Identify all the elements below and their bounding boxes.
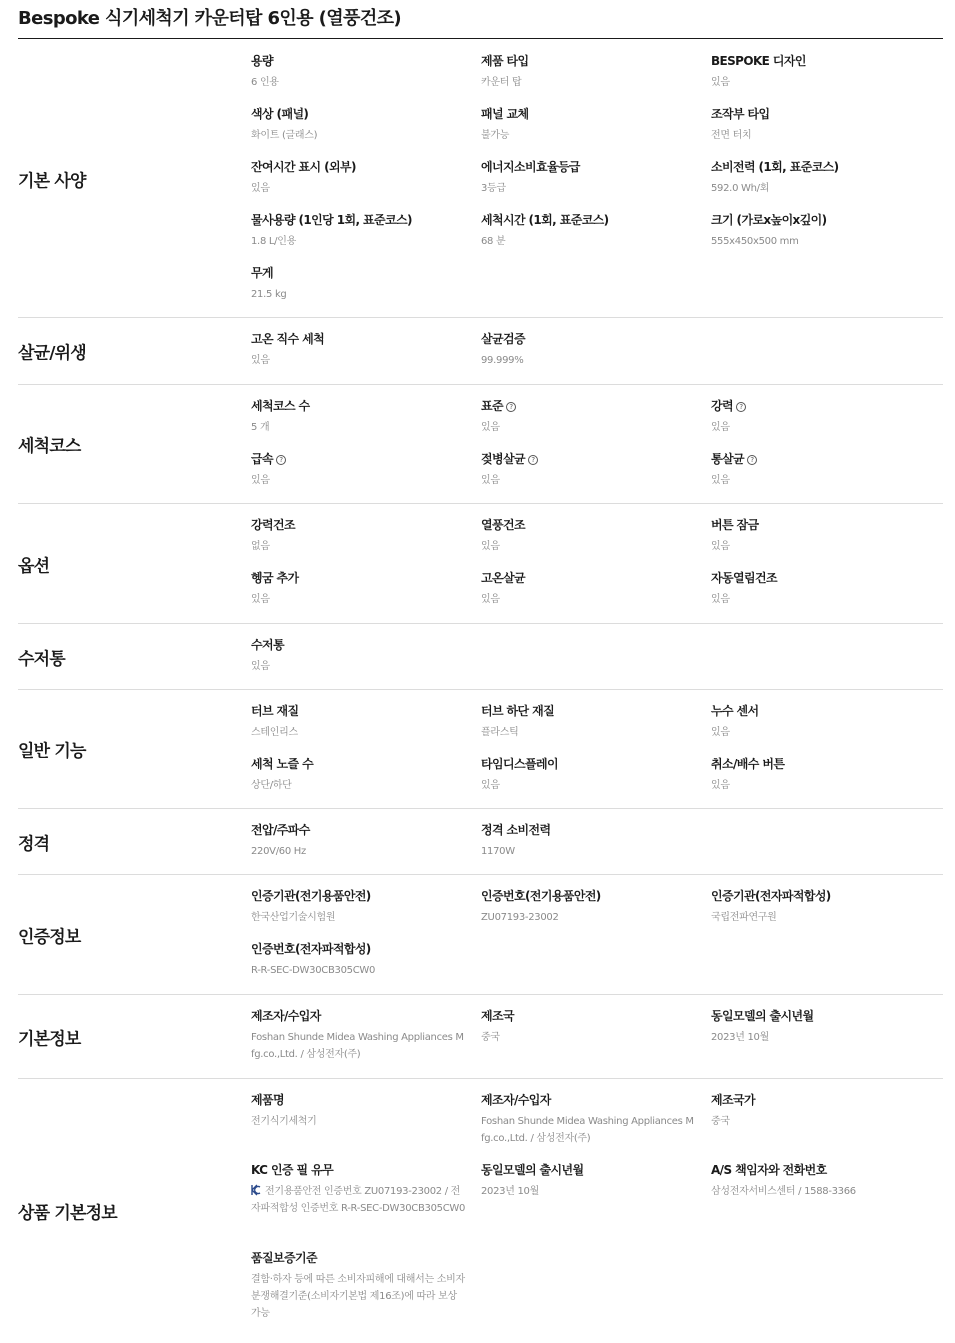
spec-label xyxy=(481,331,696,347)
spec-value xyxy=(251,591,466,608)
spec-label-text: 세척코스 수 xyxy=(251,399,310,413)
spec-label-text: 헹굼 추가 xyxy=(251,571,299,585)
spec-value-text: 중국 xyxy=(711,1116,730,1127)
spec-label xyxy=(481,517,696,533)
spec-label-text: 취소/배수 버튼 xyxy=(711,757,785,771)
spec-section-10 xyxy=(18,1079,943,1343)
spec-label xyxy=(251,570,466,586)
spec-value xyxy=(481,1183,696,1200)
spec-label-text: 무게 xyxy=(251,266,273,280)
spec-label-text: 수저통 xyxy=(251,638,284,652)
spec-label xyxy=(711,106,926,122)
spec-label xyxy=(711,517,926,533)
spec-value xyxy=(481,724,696,741)
spec-value-text: 592.0 Wh/회 xyxy=(711,183,770,194)
spec-item xyxy=(251,1092,466,1130)
spec-value xyxy=(251,777,466,794)
spec-label xyxy=(251,1008,466,1024)
spec-value xyxy=(711,1183,926,1200)
spec-value xyxy=(251,962,466,979)
spec-item xyxy=(481,1162,696,1200)
spec-value-text: 있음 xyxy=(711,727,730,738)
spec-label xyxy=(251,703,466,719)
spec-label xyxy=(711,570,926,586)
spec-label xyxy=(481,398,696,414)
spec-item xyxy=(711,517,926,555)
spec-label-text: 용량 xyxy=(251,54,273,68)
spec-value xyxy=(251,127,466,144)
spec-label xyxy=(251,941,466,957)
spec-label xyxy=(481,451,696,467)
spec-label xyxy=(251,517,466,533)
spec-value xyxy=(251,1271,466,1322)
spec-label-text: 동일모델의 출시년월 xyxy=(711,1009,814,1023)
help-icon[interactable]: ? xyxy=(276,455,286,465)
spec-label-text: 인증기관(전기용품안전) xyxy=(251,889,371,903)
spec-label-text: 고온살균 xyxy=(481,571,525,585)
spec-value-text: 있음 xyxy=(711,475,730,486)
spec-label-text: 정격 소비전력 xyxy=(481,823,551,837)
spec-value-text: 전기식기세척기 xyxy=(251,1116,317,1127)
spec-label-text: 누수 센서 xyxy=(711,704,759,718)
spec-value-text: 2023년 10월 xyxy=(711,1032,769,1043)
spec-value-text: 있음 xyxy=(481,541,500,552)
spec-label-text: 제조국 xyxy=(481,1009,514,1023)
spec-value-text: 있음 xyxy=(251,475,270,486)
spec-item xyxy=(481,106,696,144)
spec-label-text: 고온 직수 세척 xyxy=(251,332,325,346)
spec-item xyxy=(481,331,696,369)
spec-item xyxy=(711,1008,926,1046)
spec-value xyxy=(481,419,696,436)
spec-value xyxy=(251,286,466,303)
spec-value xyxy=(711,591,926,608)
spec-value xyxy=(711,909,926,926)
spec-item xyxy=(481,212,696,250)
spec-label-text: 열풍건조 xyxy=(481,518,525,532)
spec-label-text: 동일모델의 출시년월 xyxy=(481,1163,584,1177)
spec-label xyxy=(481,106,696,122)
spec-label xyxy=(481,570,696,586)
section-title: 정격 xyxy=(18,834,50,854)
spec-value-text: 중국 xyxy=(481,1032,500,1043)
spec-value xyxy=(481,74,696,91)
spec-value-text: 있음 xyxy=(481,422,500,433)
spec-item xyxy=(251,1250,466,1322)
section-title: 상품 기본정보 xyxy=(18,1203,117,1224)
spec-label xyxy=(251,1162,466,1178)
spec-label-text: 인증번호(전자파적합성) xyxy=(251,942,371,956)
section-title: 살균/위생 xyxy=(18,343,86,364)
spec-value-text: 플라스틱 xyxy=(481,727,519,738)
spec-section-5 xyxy=(18,624,943,690)
spec-value xyxy=(481,591,696,608)
spec-label xyxy=(251,398,466,414)
spec-item xyxy=(481,451,696,489)
spec-value xyxy=(251,74,466,91)
spec-section-7 xyxy=(18,809,943,875)
spec-value xyxy=(251,1183,466,1217)
kc-certification-icon xyxy=(251,1184,261,1196)
spec-label-text: 터브 재질 xyxy=(251,704,299,718)
spec-value-text: 555x450x500 mm xyxy=(711,236,799,247)
section-title: 일반 기능 xyxy=(18,741,86,762)
spec-value xyxy=(711,1113,926,1130)
spec-item xyxy=(481,703,696,741)
spec-label-text: A/S 책임자와 전화번호 xyxy=(711,1163,827,1177)
spec-label xyxy=(251,822,466,838)
spec-value-text: 있음 xyxy=(711,594,730,605)
spec-value xyxy=(251,180,466,197)
spec-value xyxy=(481,180,696,197)
spec-value-text: 있음 xyxy=(251,594,270,605)
spec-value xyxy=(481,538,696,555)
help-icon[interactable]: ? xyxy=(736,402,746,412)
spec-item xyxy=(251,822,466,860)
spec-value xyxy=(711,180,926,197)
section-title: 기본정보 xyxy=(18,1029,81,1049)
spec-value-text: 2023년 10월 xyxy=(481,1186,539,1197)
spec-item xyxy=(251,53,466,91)
spec-value-text: 카운터 탑 xyxy=(481,77,522,88)
spec-label xyxy=(251,53,466,69)
spec-value xyxy=(711,777,926,794)
page-title: Bespoke 식기세척기 카운터탑 6인용 (열풍건조) xyxy=(18,8,402,29)
spec-label xyxy=(251,265,466,281)
spec-label-text: 통살균 xyxy=(711,452,744,466)
section-title: 세척코스 xyxy=(18,436,81,457)
spec-item xyxy=(251,212,466,250)
spec-value-text: 불가능 xyxy=(481,130,510,141)
spec-value xyxy=(481,777,696,794)
spec-value xyxy=(711,724,926,741)
spec-label xyxy=(711,756,926,772)
spec-item xyxy=(711,398,926,436)
spec-label-text: 표준 xyxy=(481,399,503,413)
spec-value-text: Foshan Shunde Midea Washing Appliances Mfg.co.,Ltd. / 삼성전자(주) xyxy=(251,1032,464,1060)
spec-label-text: 잔여시간 표시 (외부) xyxy=(251,160,356,174)
spec-item xyxy=(481,398,696,436)
spec-label xyxy=(481,888,696,904)
spec-label-text: 인증번호(전기용품안전) xyxy=(481,889,601,903)
spec-label xyxy=(251,106,466,122)
spec-label xyxy=(711,888,926,904)
spec-item xyxy=(251,888,466,926)
spec-item xyxy=(251,517,466,555)
title-divider xyxy=(18,38,943,39)
spec-item xyxy=(481,1092,696,1147)
spec-value-text: 있음 xyxy=(251,355,270,366)
spec-label-text: 살균검증 xyxy=(481,332,525,346)
spec-value xyxy=(251,472,466,489)
spec-label xyxy=(481,212,696,228)
spec-value xyxy=(481,127,696,144)
spec-label-text: KC 인증 필 유무 xyxy=(251,1163,334,1177)
spec-item xyxy=(711,570,926,608)
spec-item xyxy=(711,53,926,91)
spec-label xyxy=(481,1092,696,1108)
spec-value xyxy=(251,909,466,926)
section-title: 기본 사양 xyxy=(18,171,86,191)
spec-label xyxy=(481,703,696,719)
spec-label-text: 강력 xyxy=(711,399,733,413)
spec-label-text: 에너지소비효율등급 xyxy=(481,160,580,174)
spec-value-text: 1170W xyxy=(481,846,515,857)
spec-value xyxy=(251,843,466,860)
spec-value xyxy=(251,419,466,436)
spec-value xyxy=(711,74,926,91)
spec-label-text: 세척시간 (1회, 표준코스) xyxy=(481,213,609,227)
spec-label-text: 터브 하단 재질 xyxy=(481,704,555,718)
spec-label xyxy=(711,159,926,175)
spec-item xyxy=(711,1092,926,1130)
spec-value-text: 99.999% xyxy=(481,355,524,366)
spec-label xyxy=(481,756,696,772)
spec-value-text: 전기용품안전 인증번호 ZU07193-23002 / 전자파적합성 인증번호 R-R-SEC-DW30CB305CW0 xyxy=(251,1186,466,1214)
spec-value xyxy=(251,352,466,369)
spec-value-text: 스테인리스 xyxy=(251,727,298,738)
spec-value xyxy=(251,1113,466,1130)
spec-item xyxy=(711,212,926,250)
spec-value-text: 삼성전자서비스센터 / 1588-3366 xyxy=(711,1186,856,1197)
help-icon[interactable]: ? xyxy=(528,455,538,465)
spec-label-text: 버튼 잠금 xyxy=(711,518,759,532)
spec-label-text: 소비전력 (1회, 표준코스) xyxy=(711,160,839,174)
spec-value-text: 21.5 kg xyxy=(251,289,287,300)
spec-value-text: 68 분 xyxy=(481,236,506,247)
spec-value-text: 국립전파연구원 xyxy=(711,912,777,923)
spec-value xyxy=(481,909,696,926)
spec-value-text: ZU07193-23002 xyxy=(481,912,559,923)
spec-item xyxy=(251,1008,466,1063)
spec-item xyxy=(481,822,696,860)
spec-label-text: BESPOKE 디자인 xyxy=(711,54,806,68)
spec-label xyxy=(481,53,696,69)
spec-value xyxy=(251,538,466,555)
spec-item xyxy=(711,703,926,741)
help-icon[interactable]: ? xyxy=(747,455,757,465)
spec-label xyxy=(251,212,466,228)
spec-label xyxy=(251,637,466,653)
spec-section-3 xyxy=(18,385,943,504)
section-title: 옵션 xyxy=(18,556,50,576)
spec-value-text: 220V/60 Hz xyxy=(251,846,306,857)
spec-label xyxy=(251,159,466,175)
spec-value-text: Foshan Shunde Midea Washing Appliances Mfg.co.,Ltd. / 삼성전자(주) xyxy=(481,1116,694,1144)
spec-value-text: 있음 xyxy=(481,475,500,486)
spec-section-4 xyxy=(18,504,943,624)
spec-label xyxy=(711,212,926,228)
help-icon[interactable]: ? xyxy=(506,402,516,412)
spec-value-text: 있음 xyxy=(711,422,730,433)
spec-label xyxy=(251,1092,466,1108)
spec-value-text: 5 개 xyxy=(251,422,270,433)
spec-label xyxy=(251,756,466,772)
spec-label xyxy=(711,398,926,414)
spec-label-text: 세척 노즐 수 xyxy=(251,757,314,771)
spec-value xyxy=(481,233,696,250)
spec-item xyxy=(251,941,466,979)
spec-value xyxy=(481,1113,696,1147)
spec-value-text: 있음 xyxy=(481,780,500,791)
spec-value-text: 1.8 L/인용 xyxy=(251,236,296,247)
spec-label-text: 자동열림건조 xyxy=(711,571,777,585)
spec-label-text: 물사용량 (1인당 1회, 표준코스) xyxy=(251,213,412,227)
spec-value-text: 전면 터치 xyxy=(711,130,752,141)
spec-value xyxy=(251,233,466,250)
spec-value xyxy=(711,419,926,436)
spec-item xyxy=(711,159,926,197)
spec-value xyxy=(711,538,926,555)
spec-value xyxy=(481,352,696,369)
spec-label-text: 제조자/수입자 xyxy=(251,1009,321,1023)
spec-value-text: 없음 xyxy=(251,541,270,552)
spec-item xyxy=(251,1162,466,1217)
spec-item xyxy=(481,53,696,91)
spec-item xyxy=(251,159,466,197)
spec-label xyxy=(481,1162,696,1178)
spec-value xyxy=(711,1029,926,1046)
spec-item xyxy=(481,1008,696,1046)
spec-item xyxy=(251,756,466,794)
spec-item xyxy=(481,756,696,794)
spec-value xyxy=(711,233,926,250)
spec-label-text: 품질보증기준 xyxy=(251,1251,317,1265)
spec-section-1 xyxy=(18,40,943,318)
spec-item xyxy=(251,265,466,303)
spec-value xyxy=(251,1029,466,1063)
spec-section-6 xyxy=(18,690,943,809)
spec-item xyxy=(251,331,466,369)
spec-item xyxy=(251,570,466,608)
spec-section-2 xyxy=(18,318,943,385)
spec-value-text: 있음 xyxy=(711,77,730,88)
spec-label-text: 제품명 xyxy=(251,1093,284,1107)
spec-value-text: 있음 xyxy=(711,780,730,791)
spec-item xyxy=(251,106,466,144)
spec-item xyxy=(481,888,696,926)
spec-value-text: 한국산업기술시험원 xyxy=(251,912,336,923)
spec-value-text: R-R-SEC-DW30CB305CW0 xyxy=(251,965,376,976)
spec-item xyxy=(481,570,696,608)
spec-label xyxy=(711,1008,926,1024)
spec-label-text: 색상 (패널) xyxy=(251,107,309,121)
spec-item xyxy=(711,756,926,794)
spec-label xyxy=(251,331,466,347)
spec-label-text: 제조국가 xyxy=(711,1093,755,1107)
spec-value-text: 3등급 xyxy=(481,183,506,194)
spec-label-text: 전압/주파수 xyxy=(251,823,310,837)
spec-value xyxy=(251,658,466,675)
spec-label xyxy=(711,703,926,719)
spec-label-text: 크기 (가로x높이x깊이) xyxy=(711,213,827,227)
spec-value-text: 있음 xyxy=(251,661,270,672)
spec-label-text: 젖병살균 xyxy=(481,452,525,466)
spec-label-text: 패널 교체 xyxy=(481,107,529,121)
spec-value-text: 있음 xyxy=(251,183,270,194)
spec-label-text: 제품 타입 xyxy=(481,54,529,68)
spec-label-text: 타임디스플레이 xyxy=(481,757,558,771)
spec-label-text: 제조자/수입자 xyxy=(481,1093,551,1107)
spec-label-text: 조작부 타입 xyxy=(711,107,770,121)
spec-value xyxy=(481,843,696,860)
spec-item xyxy=(711,888,926,926)
spec-label-text: 급속 xyxy=(251,452,273,466)
spec-label-text: 강력건조 xyxy=(251,518,295,532)
spec-label-text: 인증기관(전자파적합성) xyxy=(711,889,831,903)
spec-label xyxy=(481,159,696,175)
spec-label xyxy=(711,53,926,69)
spec-label xyxy=(711,451,926,467)
spec-label xyxy=(711,1092,926,1108)
spec-value xyxy=(711,472,926,489)
spec-item xyxy=(481,159,696,197)
spec-value-text: 6 인용 xyxy=(251,77,279,88)
section-title: 인증정보 xyxy=(18,927,81,947)
spec-value-text: 결함·하자 등에 따른 소비자피해에 대해서는 소비자분쟁해결기준(소비자기본법 제16조)에 따라 보상가능 xyxy=(251,1274,465,1319)
spec-item xyxy=(251,703,466,741)
spec-value xyxy=(711,127,926,144)
spec-label xyxy=(711,1162,926,1178)
spec-value xyxy=(481,1029,696,1046)
spec-value xyxy=(251,724,466,741)
spec-value-text: 있음 xyxy=(711,541,730,552)
spec-item xyxy=(251,398,466,436)
spec-item xyxy=(251,637,466,675)
spec-item xyxy=(711,106,926,144)
spec-value-text: 상단/하단 xyxy=(251,780,292,791)
spec-label xyxy=(251,888,466,904)
spec-item xyxy=(711,1162,926,1200)
spec-label xyxy=(481,822,696,838)
spec-section-9 xyxy=(18,995,943,1079)
spec-item xyxy=(481,517,696,555)
spec-item xyxy=(711,451,926,489)
spec-item xyxy=(251,451,466,489)
spec-value xyxy=(481,472,696,489)
spec-value-text: 화이트 (글래스) xyxy=(251,130,318,141)
spec-value-text: 있음 xyxy=(481,594,500,605)
spec-label xyxy=(251,451,466,467)
spec-label xyxy=(481,1008,696,1024)
spec-label xyxy=(251,1250,466,1266)
section-title: 수저통 xyxy=(18,649,65,669)
spec-section-8 xyxy=(18,875,943,995)
